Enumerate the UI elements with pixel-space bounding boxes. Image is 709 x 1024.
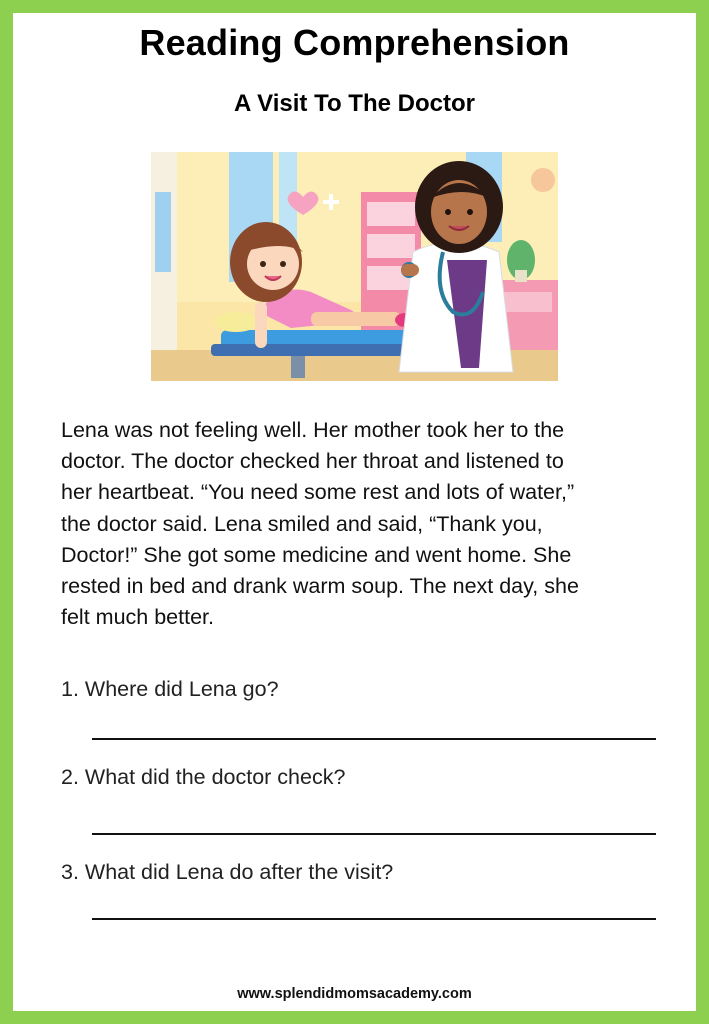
question-1: 1. Where did Lena go? <box>61 677 279 701</box>
question-3: 3. What did Lena do after the visit? <box>61 860 394 884</box>
story-title: A Visit To The Doctor <box>234 90 475 117</box>
doctor-visit-illustration <box>151 152 558 381</box>
footer-website: www.splendidmomsacademy.com <box>237 986 472 1002</box>
answer-line-1 <box>92 738 656 740</box>
answer-line-2 <box>92 833 656 835</box>
page-title: Reading Comprehension <box>139 22 570 63</box>
answer-line-3 <box>92 918 656 920</box>
question-2: 2. What did the doctor check? <box>61 765 346 789</box>
story-paragraph: Lena was not feeling well. Her mother took her to the doctor. The doctor checked her throat and listened to her heartbeat. “You need some rest and lots of water,” the doctor said. Lena smiled and said, “Thank you, Doctor!” She got some medicine and went home. She rested in bed and drank warm soup. The next day, she felt much better. <box>61 418 579 630</box>
